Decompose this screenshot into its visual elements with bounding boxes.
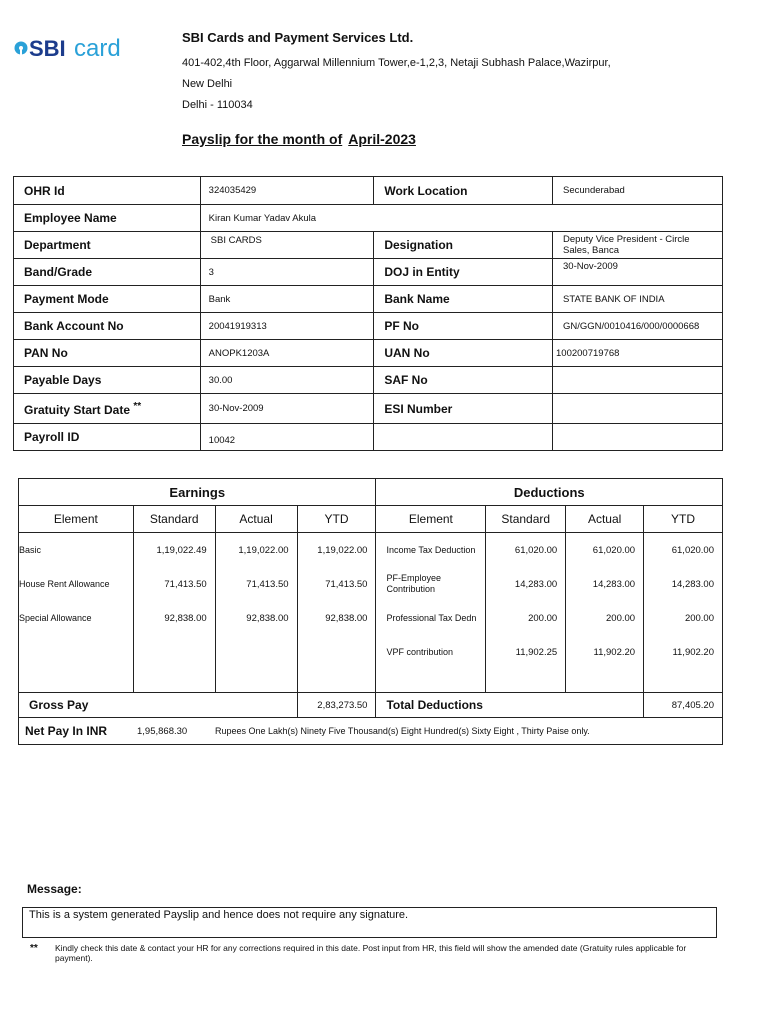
empty-cell: [553, 424, 723, 451]
logo-card-text: card: [74, 35, 121, 62]
earnings-col-ytd: YTD: [297, 506, 376, 533]
table-row: [14, 259, 723, 286]
bank-name-value: STATE BANK OF INDIA: [553, 286, 723, 313]
pan-value: ANOPK1203A: [200, 340, 374, 367]
deductions-col-ytd: YTD: [644, 506, 723, 533]
list-item: 1,19,022.49: [156, 544, 207, 556]
list-item: Special Allowance: [19, 613, 92, 623]
list-item: 61,020.00: [592, 544, 636, 556]
gratuity-label-cell: [14, 394, 201, 424]
gross-pay-value: 2,83,273.50: [297, 693, 376, 718]
uan-value: 100200719768: [553, 340, 723, 367]
earnings-actual-cell: [215, 533, 297, 693]
work-location-value: Secunderabad: [553, 177, 723, 205]
earnings-col-element: Element: [19, 506, 134, 533]
list-item: House Rent Allowance: [19, 579, 110, 589]
bank-account-label: Bank Account No: [14, 313, 201, 340]
logo-sbi-text: SBI: [29, 36, 66, 61]
ohr-value: 324035429: [200, 177, 374, 205]
list-item: 92,838.00: [246, 612, 289, 624]
list-item: 92,838.00: [164, 612, 207, 624]
list-item: 92,838.00: [325, 612, 368, 624]
net-pay-cell: [19, 718, 723, 745]
list-item: 200.00: [606, 612, 636, 624]
earnings-ytd-cell: [297, 533, 376, 693]
band-value: 3: [200, 259, 374, 286]
list-item: Basic: [19, 545, 42, 555]
list-item: 61,020.00: [514, 544, 558, 556]
company-address-line3: Delhi - 110034: [182, 99, 253, 111]
pf-value: GN/GGN/0010416/000/0000668: [553, 313, 723, 340]
table-row: [14, 177, 723, 205]
total-deductions-label: Total Deductions: [376, 693, 644, 718]
earnings-col-actual: Actual: [215, 506, 297, 533]
esi-label: ESI Number: [374, 394, 553, 424]
company-address-line1: 401-402,4th Floor, Aggarwal Millennium Tower,e-1,2,3, Netaji Subhash Palace,Wazirpur,: [182, 57, 611, 69]
payslip-month: April-2023: [348, 131, 416, 147]
deductions-col-actual: Actual: [566, 506, 644, 533]
doj-label: DOJ in Entity: [374, 259, 553, 286]
uan-label: UAN No: [374, 340, 553, 367]
earnings-deductions-table: [18, 478, 723, 745]
table-row: [19, 506, 723, 533]
list-item: 11,902.20: [672, 646, 714, 658]
deductions-actual-cell: [566, 533, 644, 693]
table-row: [14, 424, 723, 451]
table-row: [14, 232, 723, 259]
pf-label: PF No: [374, 313, 553, 340]
pan-label: PAN No: [14, 340, 201, 367]
deductions-col-element: Element: [376, 506, 486, 533]
table-row: [14, 205, 723, 232]
department-label: Department: [14, 232, 201, 259]
saf-value: [553, 367, 723, 394]
gratuity-label: Gratuity Start Date: [24, 402, 131, 417]
table-row: [14, 394, 723, 424]
list-item: 71,413.50: [325, 578, 368, 590]
earnings-element-cell: [19, 533, 134, 693]
gratuity-star: **: [133, 400, 142, 412]
net-pay-label: Net Pay In INR: [25, 724, 108, 738]
list-item: VPF contribution: [386, 646, 454, 657]
payable-days-label: Payable Days: [14, 367, 201, 394]
band-label: Band/Grade: [14, 259, 201, 286]
message-text: This is a system generated Payslip and hence does not require any signature.: [22, 907, 717, 938]
department-value: SBI CARDS: [200, 232, 374, 259]
list-item: 200.00: [684, 612, 714, 624]
bank-name-label: Bank Name: [374, 286, 553, 313]
gross-pay-label: Gross Pay: [19, 693, 298, 718]
net-pay-words: Rupees One Lakh(s) Ninety Five Thousand(s) Eight Hundred(s) Sixty Eight , Thirty Paise only.: [215, 725, 590, 736]
gratuity-value: 30-Nov-2009: [200, 394, 374, 424]
list-item: 1,19,022.00: [317, 544, 368, 556]
earnings-title: Earnings: [19, 479, 376, 506]
list-item: 11,902.20: [593, 646, 636, 658]
message-label: Message:: [27, 882, 82, 896]
esi-value: [553, 394, 723, 424]
deductions-standard-cell: [486, 533, 566, 693]
total-deductions-value: 87,405.20: [644, 693, 723, 718]
list-item: 200.00: [528, 612, 558, 624]
employee-name-label: Employee Name: [14, 205, 201, 232]
list-item: 14,283.00: [592, 578, 636, 590]
list-item: 71,413.50: [164, 578, 207, 590]
deductions-element-cell: [376, 533, 486, 693]
earnings-col-standard: Standard: [133, 506, 215, 533]
company-name: SBI Cards and Payment Services Ltd.: [182, 30, 414, 45]
deductions-ytd-cell: [644, 533, 723, 693]
sbi-logo-icon: [12, 32, 144, 64]
table-row: [19, 718, 723, 745]
deductions-title: Deductions: [376, 479, 723, 506]
ohr-label: OHR Id: [14, 177, 201, 205]
list-item: 1,19,022.00: [238, 544, 289, 556]
saf-label: SAF No: [374, 367, 553, 394]
list-item: Income Tax Deduction: [386, 544, 476, 555]
list-item: 14,283.00: [514, 578, 558, 590]
list-item: 71,413.50: [246, 578, 289, 590]
list-item: PF-Employee Contribution: [386, 573, 441, 594]
payslip-title-prefix: Payslip for the month of: [182, 131, 343, 147]
table-row: [14, 367, 723, 394]
payroll-label: Payroll ID: [14, 424, 201, 451]
designation-value: Deputy Vice President - Circle Sales, Banca: [553, 232, 723, 259]
footnote-text: Kindly check this date & contact your HR for any corrections required in this date. Post input from HR, this field will show the amended date (Gratuity rules applicable for payment).: [55, 943, 687, 963]
table-row: [19, 533, 723, 693]
payslip-title: [182, 131, 416, 147]
employee-details-table: [13, 176, 723, 451]
designation-label: Designation: [374, 232, 553, 259]
table-row: [19, 479, 723, 506]
empty-cell: [374, 424, 553, 451]
table-row: [14, 313, 723, 340]
list-item: 11,902.25: [515, 646, 558, 658]
company-address-line2: New Delhi: [182, 78, 233, 90]
table-row: [14, 340, 723, 367]
table-row: [19, 693, 723, 718]
payment-mode-label: Payment Mode: [14, 286, 201, 313]
employee-name-value: Kiran Kumar Yadav Akula: [200, 205, 722, 232]
payment-mode-value: Bank: [200, 286, 374, 313]
work-location-label: Work Location: [374, 177, 553, 205]
footnote-marker: **: [30, 943, 38, 954]
sbi-card-logo: [12, 32, 144, 64]
deductions-col-standard: Standard: [486, 506, 566, 533]
list-item: Professional Tax Dedn: [386, 612, 477, 623]
net-pay-value: 1,95,868.30: [137, 725, 188, 737]
payroll-value: 10042: [200, 424, 374, 451]
bank-account-value: 20041919313: [200, 313, 374, 340]
list-item: 61,020.00: [671, 544, 714, 556]
payable-days-value: 30.00: [200, 367, 374, 394]
table-row: [14, 286, 723, 313]
list-item: 14,283.00: [671, 578, 714, 590]
net-pay-row: [19, 718, 722, 744]
earnings-standard-cell: [133, 533, 215, 693]
doj-value: 30-Nov-2009: [553, 259, 723, 286]
